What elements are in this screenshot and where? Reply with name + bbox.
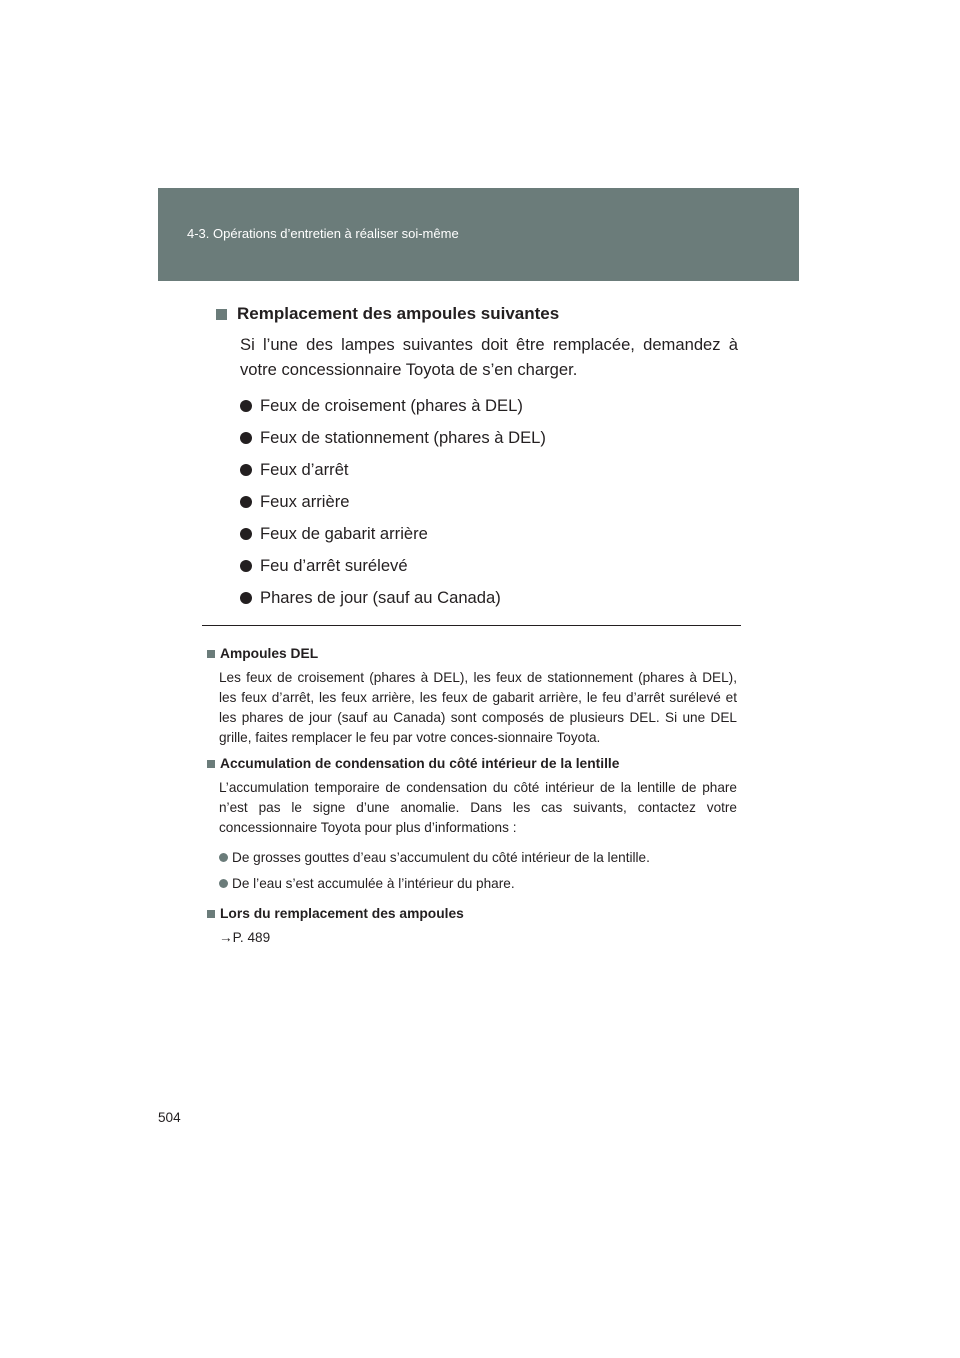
bullet-icon <box>240 592 252 604</box>
note-heading-text: Accumulation de condensation du côté intérieur de la lentille <box>220 756 620 771</box>
bullet-icon <box>240 496 252 508</box>
square-bullet-icon <box>207 760 215 768</box>
note-heading <box>207 644 737 664</box>
bullet-icon <box>240 464 252 476</box>
list-item <box>219 844 737 870</box>
list-item <box>240 454 738 486</box>
notes-section <box>207 644 737 948</box>
list-item <box>240 486 738 518</box>
list-item-text: Feux de gabarit arrière <box>260 524 428 543</box>
square-bullet-icon <box>207 910 215 918</box>
note-text: Les feux de croisement (phares à DEL), les feux de stationnement (phares à DEL), les feux d’arrêt, les feux arrière, les feux de gabarit arrière, le feu d’arrêt surélevé et les phares de jour (sauf au Canada) sont composés de plusieurs DEL. Si une DEL grille, faites remplacer le feu par votre conces-sionnaire Toyota. <box>219 670 737 745</box>
bullet-icon <box>240 400 252 412</box>
list-item-text: Feux de stationnement (phares à DEL) <box>260 428 546 447</box>
square-bullet-icon <box>216 309 227 320</box>
bullet-icon <box>240 528 252 540</box>
bullet-icon <box>240 560 252 572</box>
bullet-icon <box>219 879 228 888</box>
main-intro: Si l’une des lampes suivantes doit être remplacée, demandez à votre concessionnaire Toyota de s’en charger. <box>240 335 738 379</box>
lamp-list <box>240 390 738 614</box>
note-list <box>219 844 737 896</box>
page-number: 504 <box>158 1110 181 1125</box>
list-item <box>240 518 738 550</box>
list-item-text: De grosses gouttes d’eau s’accumulent du côté intérieur de la lentille. <box>232 849 650 865</box>
list-item-text: Feux d’arrêt <box>260 460 349 479</box>
list-item <box>240 390 738 422</box>
note-heading <box>207 904 737 924</box>
list-item-text: Feux de croisement (phares à DEL) <box>260 396 523 415</box>
list-item <box>240 550 738 582</box>
bullet-icon <box>219 853 228 862</box>
note-text: L’accumulation temporaire de condensation du côté intérieur de la lentille de phare n’est pas le signe d’une anomalie. Dans les cas suivants, contactez votre concessionnaire Toyota pour plus d’informations : <box>219 780 737 835</box>
note-heading <box>207 754 737 774</box>
square-bullet-icon <box>207 650 215 658</box>
list-item <box>240 422 738 454</box>
main-heading-text: Remplacement des ampoules suivantes <box>237 304 560 323</box>
section-divider <box>202 625 741 626</box>
bullet-icon <box>240 432 252 444</box>
list-item-text: Feu d’arrêt surélevé <box>260 556 408 575</box>
main-section <box>216 304 738 614</box>
note-heading-text: Ampoules DEL <box>220 646 319 661</box>
list-item <box>219 870 737 896</box>
list-item-text: Feux arrière <box>260 492 350 511</box>
header-band <box>158 188 799 281</box>
list-item-text: De l’eau s’est accumulée à l’intérieur du phare. <box>232 875 515 891</box>
page-reference-link[interactable]: →P. 489 <box>219 930 271 945</box>
section-title: 4-3. Opérations d’entretien à réaliser soi-même <box>187 226 459 241</box>
list-item-text: Phares de jour (sauf au Canada) <box>260 588 501 607</box>
main-heading <box>216 304 738 324</box>
list-item <box>240 582 738 614</box>
note-heading-text: Lors du remplacement des ampoules <box>220 906 464 921</box>
